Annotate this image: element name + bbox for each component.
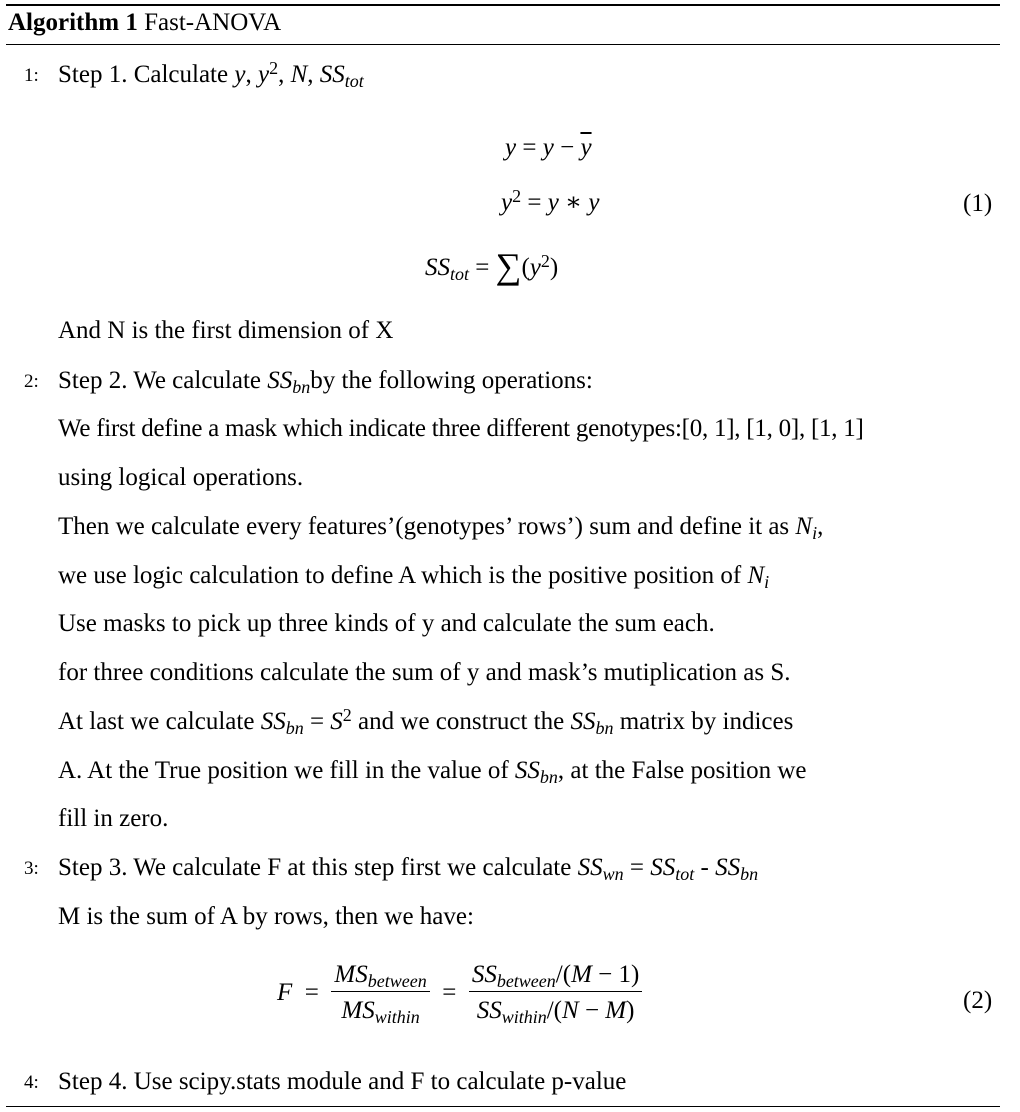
algorithm-header [8, 10, 281, 35]
m-sum-line: M is the sum of A by rows, then we have: [58, 903, 474, 930]
true-pos-b: , at the False position we [557, 757, 807, 784]
then-calc-text: Then we calculate every features’(genotypes’ rows’) sum and define it as [58, 513, 790, 540]
algorithm-name: Fast-ANOVA [144, 9, 282, 36]
line-number-4: 4: [24, 1072, 39, 1093]
at-last-b: and we construct the [358, 708, 565, 735]
and-n-line: And N is the first dimension of X [58, 317, 394, 344]
step2-line: Step 2. We calculate $SS_{bn}by$ the following operations: [58, 367, 593, 398]
step3-line: Step 3. We calculate F at this step first we calculate $SS_{wn} = SS_{tot} - SS_{bn}$ [58, 854, 759, 885]
step3-text: Step 3. We calculate F at this step first we calculate [58, 854, 572, 881]
true-pos-a: A. At the True position we fill in the value of [58, 757, 509, 784]
step4-line: Step 4. Use scipy.stats module and F to calculate p-value [58, 1068, 627, 1095]
eq2: F = $\frac{MS_{between}}{MS_{within}}$ = $\frac{SS_{between}/(M - 1)}{SS_{within}/(N - M)}$ [277, 962, 642, 1023]
eq2-fraction-ss: $\frac{SS_{between}/(M - 1)}{SS_{within}/(N - M)}$ [469, 962, 643, 1023]
line-number-2: 2: [24, 371, 39, 392]
mask-text: We first define a mask which indicate three different genotypes: [58, 415, 682, 442]
bottom-rule [6, 1106, 1000, 1107]
step2-tail: by the following operations: [310, 367, 593, 394]
equation-number-2: (2) [963, 987, 993, 1014]
at-last-a: At last we calculate [58, 708, 255, 735]
step1-line: Step 1. Calculate y, $y^2$, N, $SS_{tot}$ [58, 57, 364, 92]
eq1-line1: $y = y - \overline{y}$ [505, 134, 592, 161]
fill-zero-line: fill in zero. [58, 805, 169, 832]
use-masks-line: Use masks to pick up three kinds of y and calculate the sum each. [58, 610, 715, 637]
true-pos-line: A. At the True position we fill in the value of $SS_{bn}$, at the False position we [58, 757, 807, 788]
at-last-line: At last we calculate $SS_{bn} = S^2$ and we construct the $SS_{bn}$ matrix by indices [58, 704, 794, 739]
top-rule [6, 4, 1000, 6]
step2-text: Step 2. We calculate [58, 367, 262, 394]
step1-text: Step 1. Calculate [58, 61, 229, 88]
equation-number-1: (1) [963, 190, 993, 217]
logic-calc-line: we use logic calculation to define A which is the positive position of $N_i$ [58, 562, 770, 593]
logical-ops-line: using logical operations. [58, 464, 304, 491]
line-number-1: 1: [24, 65, 39, 86]
line-number-3: 3: [24, 858, 39, 879]
eq2-fraction-ms: $\frac{MS_{between}}{MS_{within}}$ [331, 962, 429, 1023]
header-rule [6, 44, 1000, 45]
mask-line [58, 416, 864, 441]
eq1-line3: $SS_{tot} = \sum(y^2)$ [425, 245, 559, 286]
mask-values: [0, 1], [1, 0], [1, 1] [681, 415, 864, 442]
algorithm-label: Algorithm 1 [8, 9, 138, 36]
at-last-c: matrix by indices [619, 708, 794, 735]
logic-calc-text: we use logic calculation to define A which is the positive position of [58, 562, 742, 589]
eq1-line2: $y^2 = y$ ∗ y [501, 185, 600, 216]
three-cond-line: for three conditions calculate the sum of y and mask’s mutiplication as S. [58, 659, 791, 686]
then-calc-line: Then we calculate every features’(genotypes’ rows’) sum and define it as $N_i$, [58, 513, 824, 544]
